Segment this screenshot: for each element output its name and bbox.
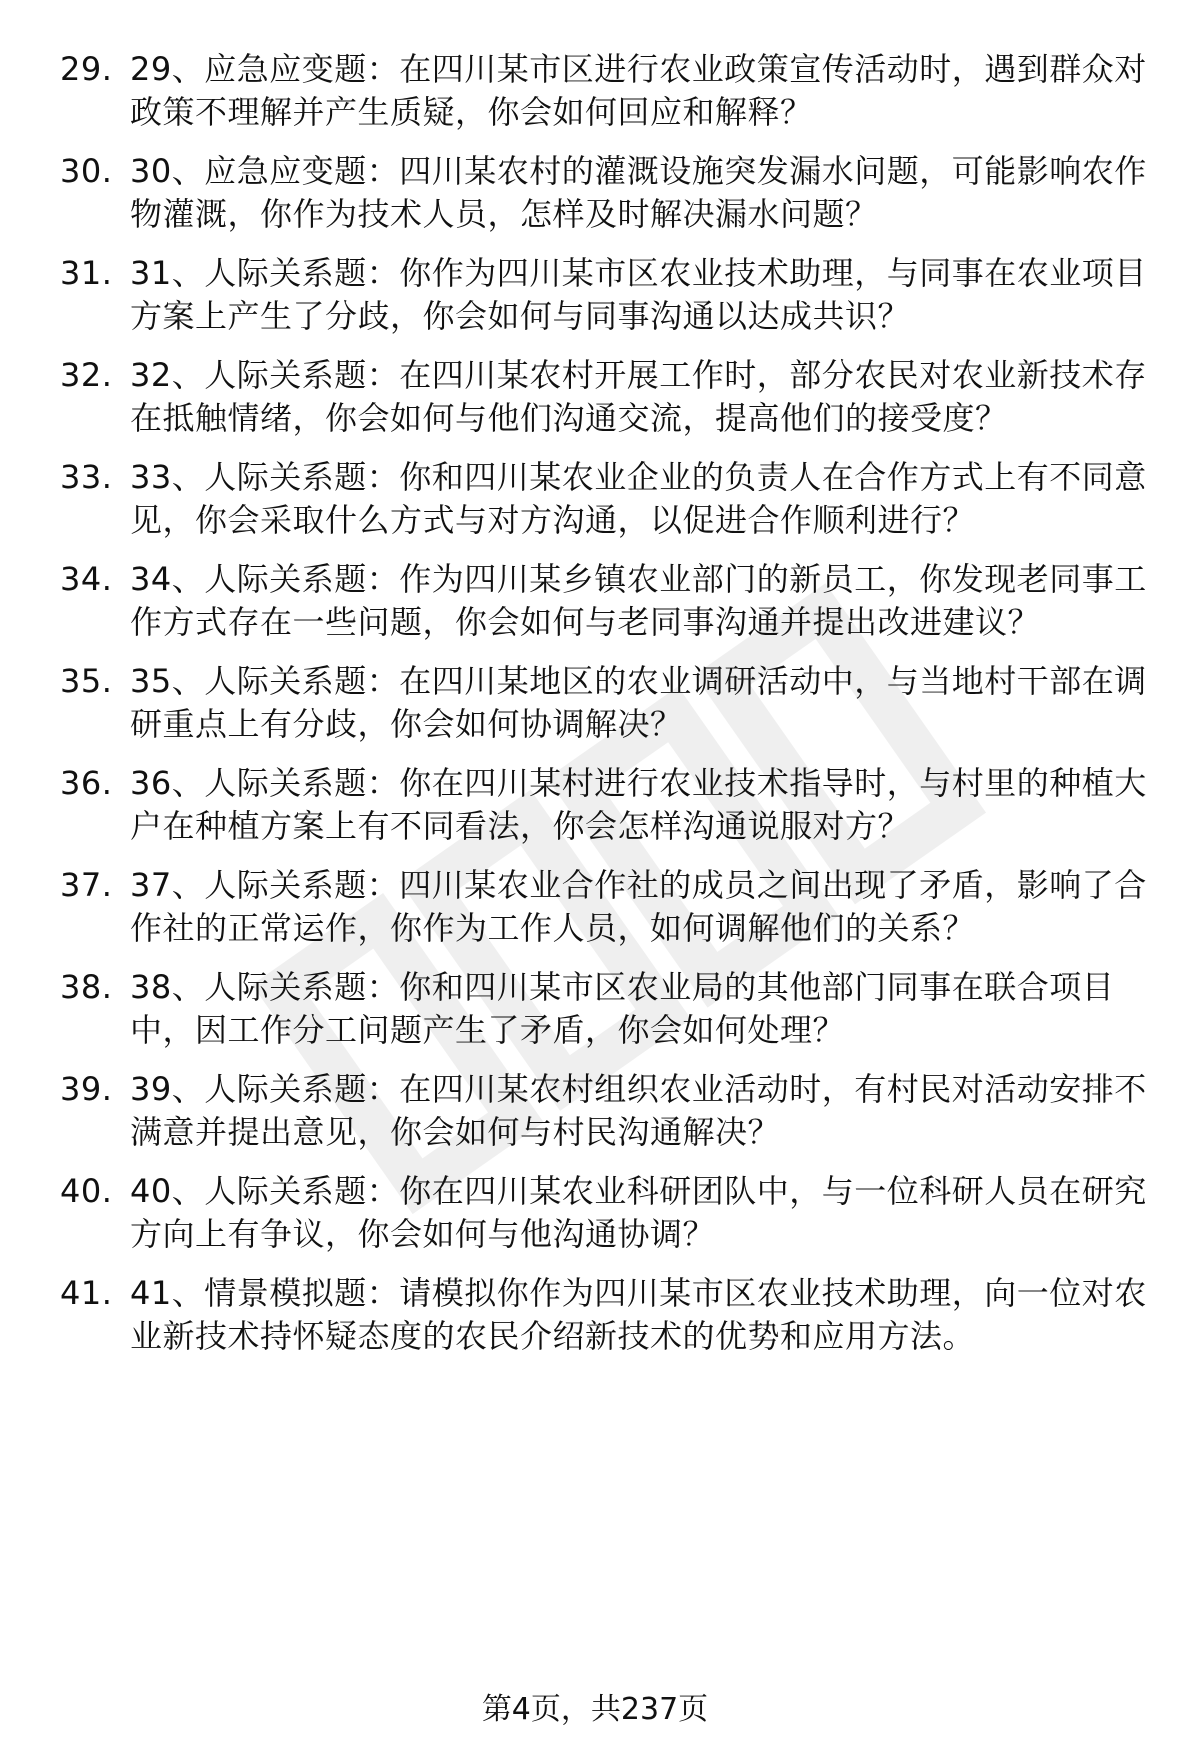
question-number: 38. [60,968,113,1006]
question-number: 34. [60,560,113,598]
question-text: 36、人际关系题：你在四川某村进行农业技术指导时，与村里的种植大户在种植方案上有不同看法，你会怎样沟通说服对方？ [130,764,1147,845]
question-number: 33. [60,458,113,496]
question-item [60,660,1160,746]
question-item [60,1272,1160,1358]
question-number: 41. [60,1274,113,1312]
question-text: 41、情景模拟题：请模拟你作为四川某市区农业技术助理，向一位对农业新技术持怀疑态度的农民介绍新技术的优势和应用方法。 [130,1274,1147,1355]
question-number: 35. [60,662,113,700]
question-list [60,48,1160,1374]
question-text: 31、人际关系题：你作为四川某市区农业技术助理，与同事在农业项目方案上产生了分歧，你会如何与同事沟通以达成共识？ [130,254,1147,335]
question-item [60,864,1160,950]
question-number: 39. [60,1070,113,1108]
question-text: 32、人际关系题：在四川某农村开展工作时，部分农民对农业新技术存在抵触情绪，你会如何与他们沟通交流，提高他们的接受度？ [130,356,1147,437]
question-number: 30. [60,152,113,190]
question-item [60,252,1160,338]
question-number: 31. [60,254,113,292]
question-text: 35、人际关系题：在四川某地区的农业调研活动中，与当地村干部在调研重点上有分歧，你会如何协调解决？ [130,662,1147,743]
question-number: 40. [60,1172,113,1210]
question-text: 29、应急应变题：在四川某市区进行农业政策宣传活动时，遇到群众对政策不理解并产生质疑，你会如何回应和解释？ [130,50,1147,131]
question-text: 38、人际关系题：你和四川某市区农业局的其他部门同事在联合项目中，因工作分工问题产生了矛盾，你会如何处理？ [130,968,1115,1049]
question-item [60,48,1160,134]
question-text: 30、应急应变题：四川某农村的灌溉设施突发漏水问题，可能影响农作物灌溉，你作为技术人员，怎样及时解决漏水问题？ [130,152,1147,233]
question-item [60,966,1160,1052]
question-text: 40、人际关系题：你在四川某农业科研团队中，与一位科研人员在研究方向上有争议，你会如何与他沟通协调？ [130,1172,1147,1253]
page-footer: 第4页，共237页 [481,1692,709,1727]
question-number: 36. [60,764,113,802]
question-text: 37、人际关系题：四川某农业合作社的成员之间出现了矛盾，影响了合作社的正常运作，你作为工作人员，如何调解他们的关系？ [130,866,1147,947]
question-text: 34、人际关系题：作为四川某乡镇农业部门的新员工，你发现老同事工作方式存在一些问题，你会如何与老同事沟通并提出改进建议？ [130,560,1147,641]
question-item [60,1068,1160,1154]
question-item [60,558,1160,644]
question-text: 39、人际关系题：在四川某农村组织农业活动时，有村民对活动安排不满意并提出意见，你会如何与村民沟通解决？ [130,1070,1147,1151]
question-item [60,762,1160,848]
question-number: 32. [60,356,113,394]
question-item [60,354,1160,440]
question-item [60,150,1160,236]
question-item [60,1170,1160,1256]
question-text: 33、人际关系题：你和四川某农业企业的负责人在合作方式上有不同意见，你会采取什么方式与对方沟通，以促进合作顺利进行？ [130,458,1147,539]
question-item [60,456,1160,542]
question-number: 37. [60,866,113,904]
question-number: 29. [60,50,113,88]
